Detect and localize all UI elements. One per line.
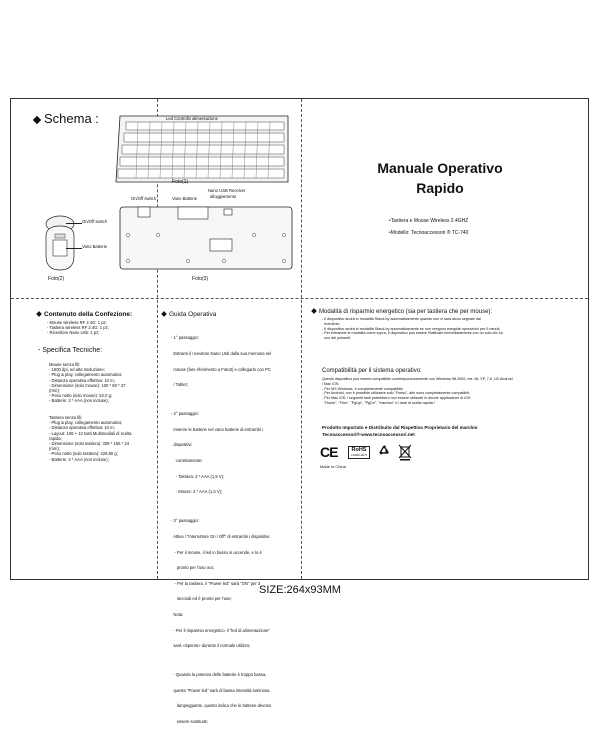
specifiche-tastiera [49,415,132,462]
guida-steps [171,325,271,729]
list-item: - Layout: 106 + 12 tasti Multimediali di scelta [49,430,132,436]
made-in-china: Made in China [320,464,346,469]
list-item: - Batterie: 2 * AAA (non incluse); [49,398,109,404]
list-item: Inserire le batterie nel vano batterie di entrambi i [171,426,263,432]
list-item: - Il dispositivo andrà in modalità Stand-by automaticamente quando non vi sarà alcun segnale dal [322,317,481,321]
list-item: - Mouse wireless RF 2.4G: 1 pz; [47,320,107,325]
list-item: secondi ed è pronto per l'uso; [171,596,232,602]
schema-title-text: Schema : [44,111,99,126]
list-item: - Per il risparmio energetico, il "led di alimentazione" [171,627,270,633]
list-item: uno dei pulsanti; [322,336,351,341]
cover-title-1: Manuale Operativo [377,160,503,176]
rohs-mark [348,446,370,459]
specifiche-title-text: Specifica Tecniche: [42,347,103,354]
list-item: - Distanza operativa effettiva: 10 m; [49,377,115,383]
list-item: - 3° passaggio: [171,518,199,524]
weee-bin-icon [398,443,412,461]
list-item: - Batterie: 2 * AAA (non incluse); [49,456,109,462]
cover-title-2: Rapido [416,180,464,196]
list-item [171,398,271,401]
list-item: essere sostituite; [171,719,209,725]
led-label: Led Controllo alimentazione [166,116,218,121]
list-item: - Distanza operativa effettiva: 10 m; [49,425,115,431]
keyboard-top-illustration [112,112,292,190]
list-item: Attiva l "Interruttore On / Off" di entrambi i dispositivi. [171,533,271,539]
list-item: - 2° passaggio: [171,411,199,417]
foto3-label: Foto(3) [192,276,209,282]
list-item: / Tablet; [171,382,188,388]
ce-mark: CE [320,444,338,460]
list-item: - Dimensione (solo tastiera): 309 * 155 * 24 [49,441,130,447]
list-item: - Peso netto (solo tastiera): 426,50 g; [49,451,118,457]
leader-line [66,248,82,249]
list-item: rapida; [49,435,62,441]
list-item: - Per MS Windows, è completamente compatibile; [322,386,404,391]
foto2-label: Foto(2) [48,276,65,282]
list-item: sarà «Spento» durante il normale utilizzo; [171,643,251,649]
onoff-mouse-label: On/Off switch [82,219,108,224]
list-item: - Per entrambe le modalità come sopra, il dispositivo può essere Riattivato immediatamente con un solo clic su [322,331,503,336]
list-item: - Per Mac iOS, i seguenti tasti potrebbero non essere utilizzati in alcune applicazioni di iOS: [322,396,472,401]
list-item: dispositivi [171,442,192,448]
list-item: Mouse senza fili: [49,362,81,367]
list-item: "Home", "Fine", "PgUp", "PgDn", "Inserisci" e i tasti di scelta rapida.* [322,400,436,405]
diamond-bullet-icon [311,309,317,315]
diamond-bullet-icon [33,115,41,123]
list-item: - Per Android, non è possibile utilizzare solo "Fnesc", altri sono completamente compatibili; [322,391,470,396]
compat-title: Compatibilità per il sistema operativo: [322,368,422,374]
list-item: lampeggiante, questo indica che le batterie devono [171,703,272,709]
compat-list [322,377,513,406]
fold-line-horizontal [11,298,588,299]
list-item: questo "Power led" sarà di bassa intensità luminosa [171,687,270,693]
list-item: Tastiera senza fili: [49,415,83,420]
nano-usb-label: Nano USB Receiver [208,188,246,193]
produttore-line-2: Tecnoaccessori®-www.tecnoaccessori.net [322,432,415,437]
cover-line-2: •Modello: Tecnoaccessori ® TC-740 [389,230,469,236]
list-item: - Tastiera wireless RF 2.4G: 1 pz; [47,325,109,331]
rohs-text: RoHS [351,447,367,453]
list-item: mouse (fare riferimento a Foto3) e collegarlo con PC [171,366,271,372]
list-item: Nota: [171,611,184,617]
specifiche-mouse [49,362,126,404]
foto1-label: Foto(1) [172,179,189,185]
vano-mouse-label: Vano Batterie [82,244,108,249]
list-item: - Dimensione (solo mouse): 100 * 60 * 37 [49,382,126,388]
risparmio-title-text: Modalità di risparmio energetico (sia per tastiera che per mouse): [319,309,493,315]
risparmio-title [312,309,492,315]
list-item: - Plug & play, collegamento automatico; [49,372,123,378]
list-item: - Ricevitore Nano Usb: 1 pz; [47,330,100,336]
list-item: - Per il mouse, il led in basso si accende, e lo è [171,549,262,555]
alloggiamento-label: alloggiamento [210,194,237,199]
list-item: (mm); [49,388,60,394]
list-item: ricevitore; [322,321,341,326]
produttore-line-1: Prodotto Importato e Distribuito dal Rispettivo Proprietario del marchio [322,425,478,430]
list-item: / Mac iOS; [322,381,340,386]
list-item: - Mouse: 2 * AAA (1,5 V); [171,489,223,495]
size-label: SIZE:264x93MM [259,584,341,596]
keyboard-bottom-illustration [118,205,294,275]
list-item: - Tastiera: 2 * AAA (1,5 V); [171,473,225,479]
list-item: - Per la tastiera, il "Power led" sarà "ON" per 3 [171,580,261,586]
risparmio-list [322,317,503,341]
onoff-kb-label: On/Off switch [131,196,157,201]
list-item [171,505,271,508]
diamond-bullet-icon [36,311,42,317]
contenuto-title [37,311,132,318]
mouse-bottom-illustration [40,212,80,272]
guida-title-text: Guida Operativa [169,311,217,318]
list-item: - 1600 dpi, ed alta risoluzione; [49,367,105,373]
recycle-icon [376,444,392,460]
list-item [171,659,271,662]
diamond-bullet-icon [161,311,167,317]
specifiche-title: - Specifica Tecniche: [38,347,103,354]
list-item: - Plug & play, collegamento automatico; [49,420,123,426]
list-item: - 1° passaggio: [171,335,199,341]
list-item: Questo dispositivo può essere compatibile contemporaneamente con Windows 98,2000, me, Nt, XP, 7,8 ,10/ Android [322,377,513,381]
contenuto-list [47,320,109,336]
cover-line-1: •Tastiera e Mouse Wireless 2.4GHZ [389,218,469,224]
vano-kb-label: Vano Batterie [172,196,198,201]
list-item: pronto per l'uso ora; [171,565,214,571]
leader-line [66,223,82,224]
list-item: Estrarre il ricevitore Nano Usb dalla sua memoria nel [171,351,272,357]
list-item: (mm); [49,446,60,452]
list-item: - Peso netto (solo mouse): 52,0 g; [49,393,113,399]
guida-title [162,311,216,318]
list-item: - Quando la potenza delle batterie è troppo bassa, [171,672,267,678]
schema-title [34,111,99,126]
list-item: - Il dispositivo andrà in modalità Stand-by automaticamente se non vengono eseguite operazioni per 5 minuti; [322,326,501,331]
contenuto-title-text: Contenuto della Confezione: [44,311,133,318]
rohs-sub-text: COMPLIANT [350,453,368,457]
list-item: correttamente: [171,458,203,464]
